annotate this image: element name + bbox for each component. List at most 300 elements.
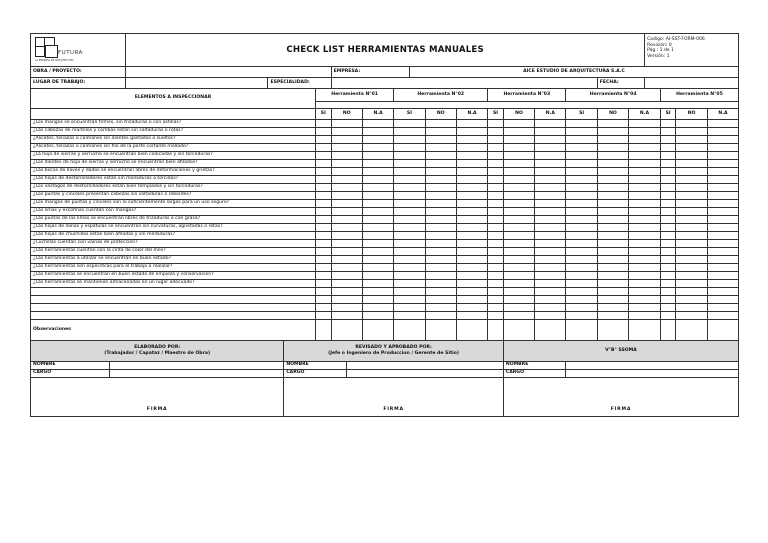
answer-cell[interactable] bbox=[707, 120, 738, 128]
answer-cell[interactable] bbox=[488, 160, 504, 168]
answer-cell[interactable] bbox=[597, 280, 628, 288]
answer-cell[interactable] bbox=[535, 304, 566, 312]
answer-cell[interactable] bbox=[394, 152, 425, 160]
answer-cell[interactable] bbox=[597, 136, 628, 144]
answer-cell[interactable] bbox=[362, 136, 393, 144]
observaciones-cell[interactable] bbox=[566, 320, 597, 341]
answer-cell[interactable] bbox=[629, 184, 661, 192]
answer-cell[interactable] bbox=[503, 192, 534, 200]
answer-cell[interactable] bbox=[456, 128, 487, 136]
answer-cell[interactable] bbox=[315, 224, 331, 232]
answer-cell[interactable] bbox=[425, 152, 456, 160]
nombre-field[interactable] bbox=[347, 362, 504, 370]
answer-cell[interactable] bbox=[315, 128, 331, 136]
nombre-field[interactable] bbox=[110, 362, 284, 370]
answer-cell[interactable] bbox=[331, 224, 362, 232]
answer-cell[interactable] bbox=[315, 312, 331, 320]
answer-cell[interactable] bbox=[315, 280, 331, 288]
answer-cell[interactable] bbox=[456, 144, 487, 152]
answer-cell[interactable] bbox=[488, 216, 504, 224]
answer-cell[interactable] bbox=[566, 168, 597, 176]
answer-cell[interactable] bbox=[331, 120, 362, 128]
answer-cell[interactable] bbox=[660, 176, 676, 184]
answer-cell[interactable] bbox=[362, 120, 393, 128]
answer-cell[interactable] bbox=[660, 128, 676, 136]
answer-cell[interactable] bbox=[676, 264, 707, 272]
answer-cell[interactable] bbox=[425, 256, 456, 264]
answer-cell[interactable] bbox=[425, 272, 456, 280]
answer-cell[interactable] bbox=[488, 312, 504, 320]
answer-cell[interactable] bbox=[503, 264, 534, 272]
answer-cell[interactable] bbox=[362, 296, 393, 304]
answer-cell[interactable] bbox=[535, 168, 566, 176]
answer-cell[interactable] bbox=[362, 152, 393, 160]
answer-cell[interactable] bbox=[676, 176, 707, 184]
answer-cell[interactable] bbox=[676, 288, 707, 296]
answer-cell[interactable] bbox=[566, 184, 597, 192]
answer-cell[interactable] bbox=[456, 272, 487, 280]
answer-cell[interactable] bbox=[315, 160, 331, 168]
answer-cell[interactable] bbox=[707, 224, 738, 232]
answer-cell[interactable] bbox=[394, 272, 425, 280]
answer-cell[interactable] bbox=[503, 136, 534, 144]
especialidad-field[interactable] bbox=[331, 78, 597, 89]
answer-cell[interactable] bbox=[707, 128, 738, 136]
answer-cell[interactable] bbox=[629, 200, 661, 208]
answer-cell[interactable] bbox=[394, 128, 425, 136]
answer-cell[interactable] bbox=[535, 176, 566, 184]
answer-cell[interactable] bbox=[535, 264, 566, 272]
answer-cell[interactable] bbox=[503, 248, 534, 256]
obra-field[interactable] bbox=[126, 67, 332, 78]
answer-cell[interactable] bbox=[676, 160, 707, 168]
answer-cell[interactable] bbox=[676, 312, 707, 320]
answer-cell[interactable] bbox=[707, 256, 738, 264]
answer-cell[interactable] bbox=[362, 184, 393, 192]
answer-cell[interactable] bbox=[676, 144, 707, 152]
answer-cell[interactable] bbox=[707, 264, 738, 272]
answer-cell[interactable] bbox=[315, 184, 331, 192]
answer-cell[interactable] bbox=[394, 232, 425, 240]
answer-cell[interactable] bbox=[629, 144, 661, 152]
answer-cell[interactable] bbox=[488, 224, 504, 232]
answer-cell[interactable] bbox=[503, 224, 534, 232]
answer-cell[interactable] bbox=[456, 280, 487, 288]
answer-cell[interactable] bbox=[707, 280, 738, 288]
answer-cell[interactable] bbox=[707, 144, 738, 152]
answer-cell[interactable] bbox=[629, 312, 661, 320]
answer-cell[interactable] bbox=[456, 248, 487, 256]
answer-cell[interactable] bbox=[629, 152, 661, 160]
answer-cell[interactable] bbox=[394, 168, 425, 176]
answer-cell[interactable] bbox=[488, 184, 504, 192]
answer-cell[interactable] bbox=[707, 176, 738, 184]
observaciones-cell[interactable] bbox=[535, 320, 566, 341]
answer-cell[interactable] bbox=[535, 192, 566, 200]
answer-cell[interactable] bbox=[362, 216, 393, 224]
answer-cell[interactable] bbox=[362, 208, 393, 216]
answer-cell[interactable] bbox=[331, 168, 362, 176]
answer-cell[interactable] bbox=[535, 200, 566, 208]
answer-cell[interactable] bbox=[660, 192, 676, 200]
answer-cell[interactable] bbox=[488, 152, 504, 160]
answer-cell[interactable] bbox=[362, 144, 393, 152]
answer-cell[interactable] bbox=[488, 200, 504, 208]
cargo-field[interactable] bbox=[566, 370, 739, 378]
answer-cell[interactable] bbox=[660, 160, 676, 168]
answer-cell[interactable] bbox=[331, 296, 362, 304]
answer-cell[interactable] bbox=[707, 304, 738, 312]
answer-cell[interactable] bbox=[394, 136, 425, 144]
observaciones-cell[interactable] bbox=[707, 320, 738, 341]
answer-cell[interactable] bbox=[535, 288, 566, 296]
answer-cell[interactable] bbox=[566, 280, 597, 288]
answer-cell[interactable] bbox=[660, 264, 676, 272]
answer-cell[interactable] bbox=[629, 120, 661, 128]
answer-cell[interactable] bbox=[566, 120, 597, 128]
answer-cell[interactable] bbox=[425, 136, 456, 144]
blank-question[interactable] bbox=[31, 312, 316, 320]
answer-cell[interactable] bbox=[503, 168, 534, 176]
answer-cell[interactable] bbox=[566, 264, 597, 272]
signature-space[interactable] bbox=[284, 378, 504, 405]
answer-cell[interactable] bbox=[456, 176, 487, 184]
answer-cell[interactable] bbox=[629, 256, 661, 264]
answer-cell[interactable] bbox=[676, 200, 707, 208]
answer-cell[interactable] bbox=[676, 248, 707, 256]
answer-cell[interactable] bbox=[566, 176, 597, 184]
empresa-value[interactable]: AICE ESTUDIO DE ARQUITECTURA S.A.C bbox=[409, 67, 738, 78]
answer-cell[interactable] bbox=[362, 312, 393, 320]
answer-cell[interactable] bbox=[597, 120, 628, 128]
answer-cell[interactable] bbox=[535, 120, 566, 128]
answer-cell[interactable] bbox=[503, 216, 534, 224]
answer-cell[interactable] bbox=[597, 296, 628, 304]
lugar-field[interactable] bbox=[126, 78, 268, 89]
answer-cell[interactable] bbox=[425, 216, 456, 224]
answer-cell[interactable] bbox=[629, 248, 661, 256]
answer-cell[interactable] bbox=[597, 224, 628, 232]
answer-cell[interactable] bbox=[503, 208, 534, 216]
answer-cell[interactable] bbox=[676, 256, 707, 264]
answer-cell[interactable] bbox=[660, 136, 676, 144]
answer-cell[interactable] bbox=[566, 160, 597, 168]
answer-cell[interactable] bbox=[331, 128, 362, 136]
observaciones-cell[interactable] bbox=[425, 320, 456, 341]
answer-cell[interactable] bbox=[394, 296, 425, 304]
answer-cell[interactable] bbox=[503, 280, 534, 288]
answer-cell[interactable] bbox=[566, 144, 597, 152]
answer-cell[interactable] bbox=[488, 128, 504, 136]
answer-cell[interactable] bbox=[456, 160, 487, 168]
answer-cell[interactable] bbox=[660, 120, 676, 128]
answer-cell[interactable] bbox=[566, 200, 597, 208]
answer-cell[interactable] bbox=[660, 200, 676, 208]
answer-cell[interactable] bbox=[362, 168, 393, 176]
answer-cell[interactable] bbox=[315, 136, 331, 144]
answer-cell[interactable] bbox=[503, 232, 534, 240]
answer-cell[interactable] bbox=[707, 272, 738, 280]
answer-cell[interactable] bbox=[315, 272, 331, 280]
answer-cell[interactable] bbox=[394, 200, 425, 208]
answer-cell[interactable] bbox=[597, 128, 628, 136]
answer-cell[interactable] bbox=[394, 160, 425, 168]
answer-cell[interactable] bbox=[660, 232, 676, 240]
answer-cell[interactable] bbox=[488, 168, 504, 176]
answer-cell[interactable] bbox=[362, 176, 393, 184]
observaciones-cell[interactable] bbox=[315, 320, 331, 341]
answer-cell[interactable] bbox=[597, 176, 628, 184]
answer-cell[interactable] bbox=[425, 264, 456, 272]
answer-cell[interactable] bbox=[535, 224, 566, 232]
answer-cell[interactable] bbox=[707, 208, 738, 216]
observaciones-cell[interactable] bbox=[488, 320, 504, 341]
answer-cell[interactable] bbox=[676, 216, 707, 224]
answer-cell[interactable] bbox=[597, 216, 628, 224]
nombre-field[interactable] bbox=[566, 362, 739, 370]
answer-cell[interactable] bbox=[456, 168, 487, 176]
answer-cell[interactable] bbox=[535, 296, 566, 304]
answer-cell[interactable] bbox=[629, 288, 661, 296]
answer-cell[interactable] bbox=[535, 128, 566, 136]
answer-cell[interactable] bbox=[535, 256, 566, 264]
answer-cell[interactable] bbox=[566, 288, 597, 296]
answer-cell[interactable] bbox=[488, 272, 504, 280]
answer-cell[interactable] bbox=[362, 200, 393, 208]
answer-cell[interactable] bbox=[456, 136, 487, 144]
answer-cell[interactable] bbox=[707, 168, 738, 176]
answer-cell[interactable] bbox=[707, 136, 738, 144]
answer-cell[interactable] bbox=[660, 184, 676, 192]
answer-cell[interactable] bbox=[660, 280, 676, 288]
answer-cell[interactable] bbox=[362, 272, 393, 280]
answer-cell[interactable] bbox=[331, 160, 362, 168]
answer-cell[interactable] bbox=[331, 256, 362, 264]
answer-cell[interactable] bbox=[315, 256, 331, 264]
fecha-field[interactable] bbox=[645, 78, 739, 89]
answer-cell[interactable] bbox=[597, 304, 628, 312]
answer-cell[interactable] bbox=[535, 272, 566, 280]
signature-space[interactable] bbox=[503, 378, 738, 405]
answer-cell[interactable] bbox=[566, 304, 597, 312]
answer-cell[interactable] bbox=[488, 280, 504, 288]
answer-cell[interactable] bbox=[488, 144, 504, 152]
answer-cell[interactable] bbox=[503, 128, 534, 136]
answer-cell[interactable] bbox=[629, 240, 661, 248]
answer-cell[interactable] bbox=[425, 232, 456, 240]
answer-cell[interactable] bbox=[456, 192, 487, 200]
answer-cell[interactable] bbox=[315, 200, 331, 208]
answer-cell[interactable] bbox=[629, 224, 661, 232]
answer-cell[interactable] bbox=[362, 288, 393, 296]
answer-cell[interactable] bbox=[331, 136, 362, 144]
cargo-field[interactable] bbox=[110, 370, 284, 378]
answer-cell[interactable] bbox=[660, 288, 676, 296]
answer-cell[interactable] bbox=[394, 176, 425, 184]
answer-cell[interactable] bbox=[456, 184, 487, 192]
answer-cell[interactable] bbox=[676, 152, 707, 160]
answer-cell[interactable] bbox=[456, 208, 487, 216]
answer-cell[interactable] bbox=[597, 184, 628, 192]
answer-cell[interactable] bbox=[456, 288, 487, 296]
answer-cell[interactable] bbox=[629, 232, 661, 240]
answer-cell[interactable] bbox=[597, 200, 628, 208]
blank-question[interactable] bbox=[31, 304, 316, 312]
answer-cell[interactable] bbox=[315, 208, 331, 216]
answer-cell[interactable] bbox=[535, 144, 566, 152]
answer-cell[interactable] bbox=[597, 232, 628, 240]
answer-cell[interactable] bbox=[331, 312, 362, 320]
answer-cell[interactable] bbox=[425, 200, 456, 208]
answer-cell[interactable] bbox=[503, 288, 534, 296]
answer-cell[interactable] bbox=[629, 168, 661, 176]
answer-cell[interactable] bbox=[597, 160, 628, 168]
answer-cell[interactable] bbox=[394, 304, 425, 312]
answer-cell[interactable] bbox=[566, 296, 597, 304]
answer-cell[interactable] bbox=[315, 192, 331, 200]
answer-cell[interactable] bbox=[394, 208, 425, 216]
answer-cell[interactable] bbox=[676, 304, 707, 312]
answer-cell[interactable] bbox=[707, 248, 738, 256]
answer-cell[interactable] bbox=[629, 136, 661, 144]
answer-cell[interactable] bbox=[362, 280, 393, 288]
answer-cell[interactable] bbox=[394, 288, 425, 296]
answer-cell[interactable] bbox=[362, 256, 393, 264]
answer-cell[interactable] bbox=[597, 192, 628, 200]
answer-cell[interactable] bbox=[629, 128, 661, 136]
answer-cell[interactable] bbox=[535, 184, 566, 192]
answer-cell[interactable] bbox=[535, 208, 566, 216]
answer-cell[interactable] bbox=[331, 304, 362, 312]
answer-cell[interactable] bbox=[362, 248, 393, 256]
answer-cell[interactable] bbox=[629, 176, 661, 184]
answer-cell[interactable] bbox=[707, 312, 738, 320]
answer-cell[interactable] bbox=[707, 160, 738, 168]
answer-cell[interactable] bbox=[456, 240, 487, 248]
answer-cell[interactable] bbox=[425, 248, 456, 256]
answer-cell[interactable] bbox=[488, 192, 504, 200]
answer-cell[interactable] bbox=[315, 152, 331, 160]
answer-cell[interactable] bbox=[488, 304, 504, 312]
answer-cell[interactable] bbox=[503, 144, 534, 152]
answer-cell[interactable] bbox=[629, 160, 661, 168]
answer-cell[interactable] bbox=[676, 184, 707, 192]
answer-cell[interactable] bbox=[660, 168, 676, 176]
answer-cell[interactable] bbox=[566, 128, 597, 136]
answer-cell[interactable] bbox=[315, 264, 331, 272]
answer-cell[interactable] bbox=[331, 176, 362, 184]
answer-cell[interactable] bbox=[456, 304, 487, 312]
answer-cell[interactable] bbox=[629, 304, 661, 312]
answer-cell[interactable] bbox=[456, 296, 487, 304]
answer-cell[interactable] bbox=[315, 168, 331, 176]
answer-cell[interactable] bbox=[676, 224, 707, 232]
answer-cell[interactable] bbox=[707, 192, 738, 200]
answer-cell[interactable] bbox=[707, 240, 738, 248]
answer-cell[interactable] bbox=[676, 232, 707, 240]
answer-cell[interactable] bbox=[315, 120, 331, 128]
answer-cell[interactable] bbox=[660, 216, 676, 224]
answer-cell[interactable] bbox=[566, 312, 597, 320]
answer-cell[interactable] bbox=[566, 136, 597, 144]
answer-cell[interactable] bbox=[597, 312, 628, 320]
answer-cell[interactable] bbox=[315, 216, 331, 224]
answer-cell[interactable] bbox=[676, 136, 707, 144]
answer-cell[interactable] bbox=[425, 296, 456, 304]
answer-cell[interactable] bbox=[629, 208, 661, 216]
observaciones-cell[interactable] bbox=[660, 320, 676, 341]
answer-cell[interactable] bbox=[535, 152, 566, 160]
answer-cell[interactable] bbox=[456, 200, 487, 208]
answer-cell[interactable] bbox=[597, 264, 628, 272]
answer-cell[interactable] bbox=[331, 248, 362, 256]
answer-cell[interactable] bbox=[660, 272, 676, 280]
answer-cell[interactable] bbox=[503, 176, 534, 184]
answer-cell[interactable] bbox=[456, 152, 487, 160]
answer-cell[interactable] bbox=[331, 184, 362, 192]
answer-cell[interactable] bbox=[566, 152, 597, 160]
answer-cell[interactable] bbox=[362, 224, 393, 232]
answer-cell[interactable] bbox=[566, 216, 597, 224]
answer-cell[interactable] bbox=[660, 144, 676, 152]
blank-question[interactable] bbox=[31, 288, 316, 296]
answer-cell[interactable] bbox=[629, 216, 661, 224]
answer-cell[interactable] bbox=[488, 208, 504, 216]
observaciones-cell[interactable] bbox=[362, 320, 393, 341]
answer-cell[interactable] bbox=[331, 208, 362, 216]
answer-cell[interactable] bbox=[660, 208, 676, 216]
answer-cell[interactable] bbox=[629, 272, 661, 280]
answer-cell[interactable] bbox=[597, 168, 628, 176]
answer-cell[interactable] bbox=[503, 256, 534, 264]
answer-cell[interactable] bbox=[362, 232, 393, 240]
answer-cell[interactable] bbox=[425, 288, 456, 296]
answer-cell[interactable] bbox=[676, 240, 707, 248]
answer-cell[interactable] bbox=[456, 120, 487, 128]
answer-cell[interactable] bbox=[394, 256, 425, 264]
answer-cell[interactable] bbox=[331, 232, 362, 240]
answer-cell[interactable] bbox=[503, 184, 534, 192]
answer-cell[interactable] bbox=[535, 280, 566, 288]
answer-cell[interactable] bbox=[597, 208, 628, 216]
answer-cell[interactable] bbox=[535, 312, 566, 320]
observaciones-cell[interactable] bbox=[456, 320, 487, 341]
answer-cell[interactable] bbox=[331, 192, 362, 200]
answer-cell[interactable] bbox=[535, 232, 566, 240]
answer-cell[interactable] bbox=[676, 280, 707, 288]
answer-cell[interactable] bbox=[315, 296, 331, 304]
answer-cell[interactable] bbox=[503, 200, 534, 208]
answer-cell[interactable] bbox=[488, 136, 504, 144]
answer-cell[interactable] bbox=[503, 312, 534, 320]
answer-cell[interactable] bbox=[425, 312, 456, 320]
answer-cell[interactable] bbox=[394, 184, 425, 192]
answer-cell[interactable] bbox=[535, 240, 566, 248]
answer-cell[interactable] bbox=[488, 256, 504, 264]
answer-cell[interactable] bbox=[488, 120, 504, 128]
answer-cell[interactable] bbox=[331, 240, 362, 248]
answer-cell[interactable] bbox=[488, 296, 504, 304]
answer-cell[interactable] bbox=[456, 224, 487, 232]
answer-cell[interactable] bbox=[331, 288, 362, 296]
answer-cell[interactable] bbox=[488, 240, 504, 248]
answer-cell[interactable] bbox=[629, 192, 661, 200]
cargo-field[interactable] bbox=[347, 370, 504, 378]
answer-cell[interactable] bbox=[566, 256, 597, 264]
answer-cell[interactable] bbox=[315, 240, 331, 248]
answer-cell[interactable] bbox=[707, 288, 738, 296]
answer-cell[interactable] bbox=[597, 256, 628, 264]
